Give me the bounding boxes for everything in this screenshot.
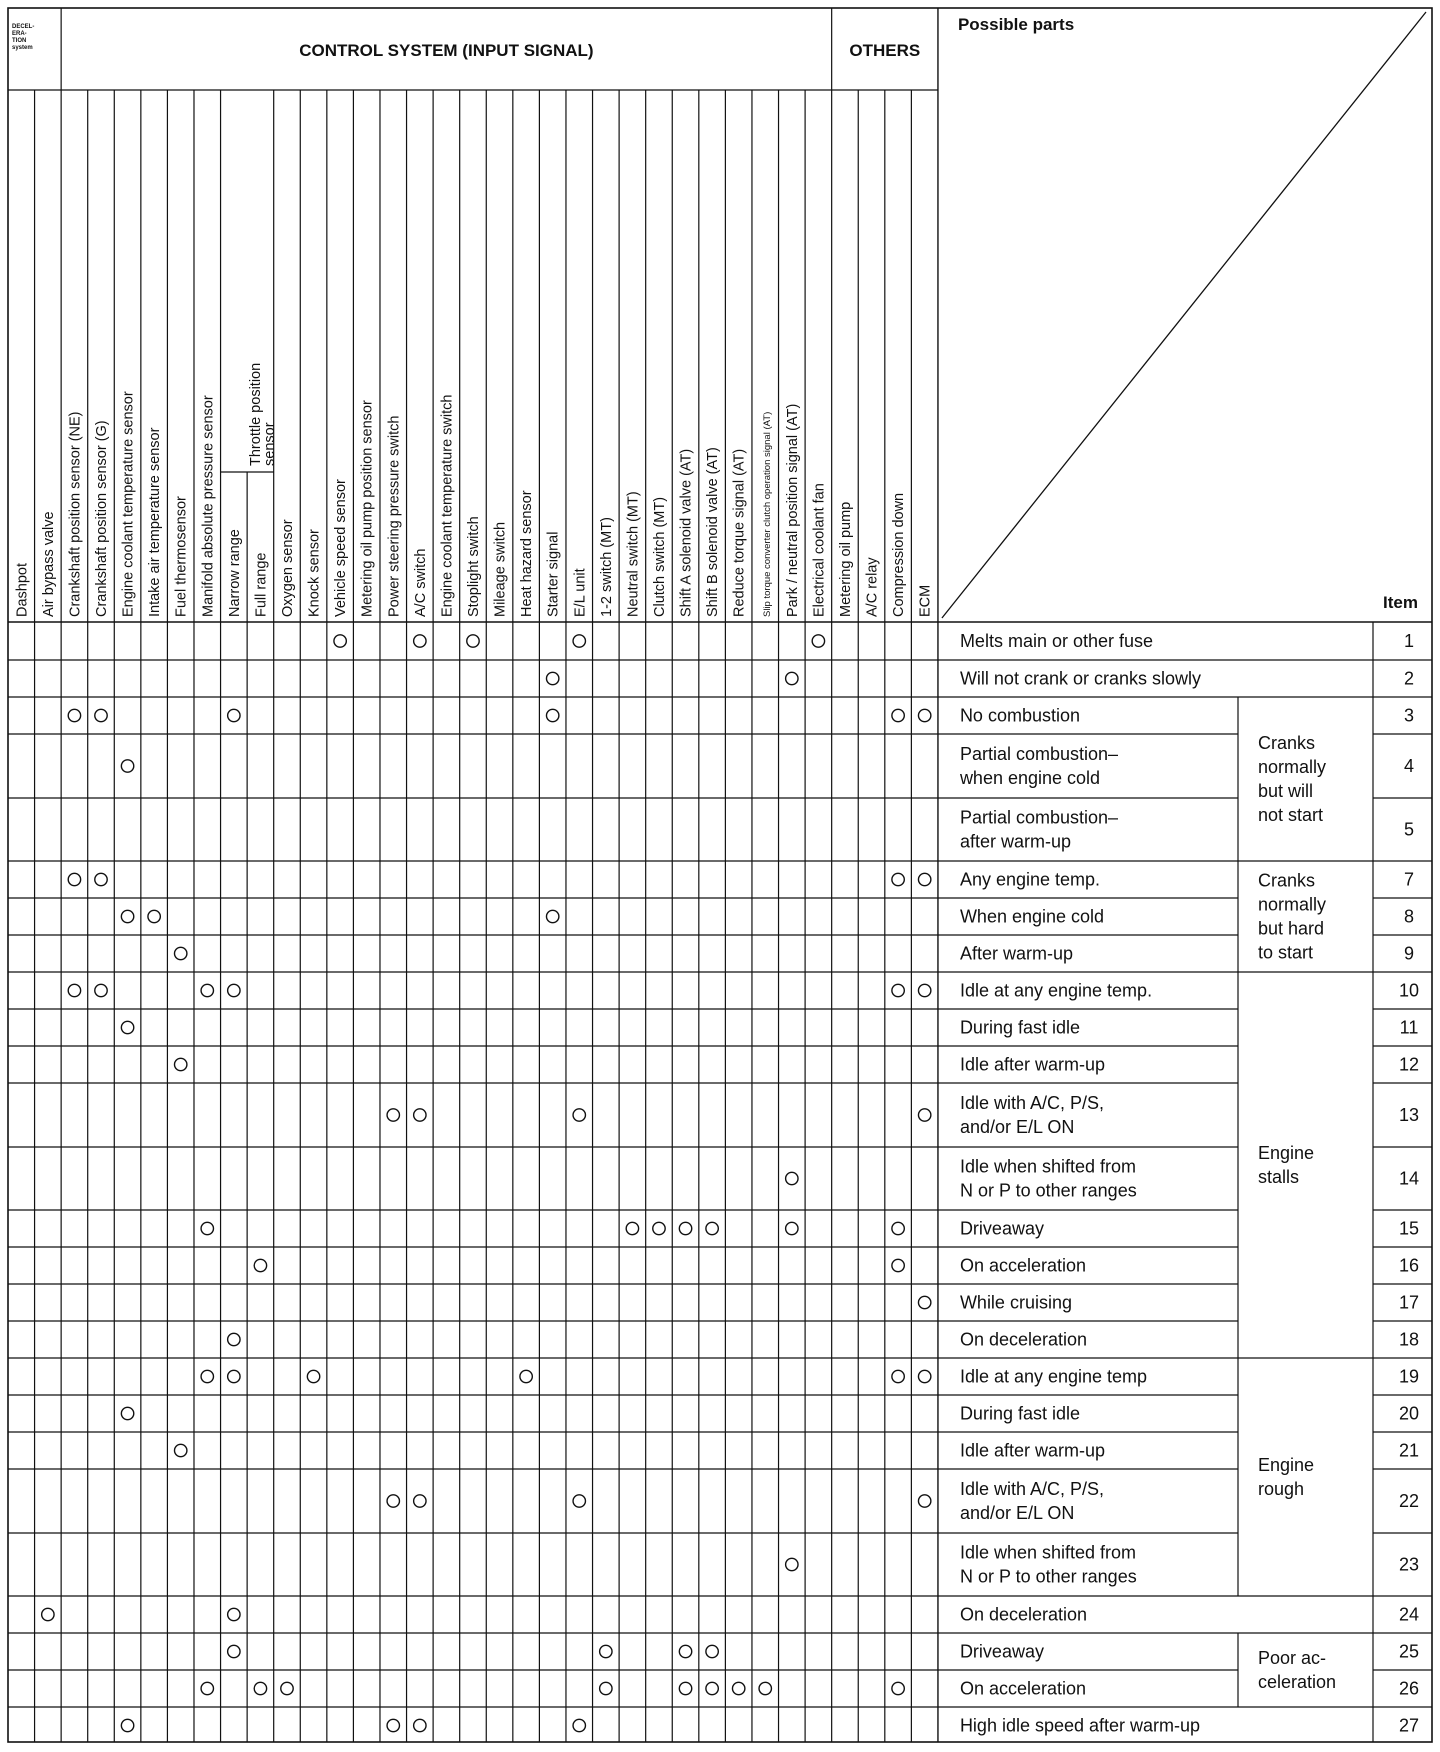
symptom-group-label: Engine xyxy=(1258,1455,1315,1475)
symptom-label: On acceleration xyxy=(959,1255,1087,1276)
column-header: Intake air temperature sensor xyxy=(147,427,164,617)
column-header: Metering oil pump position sensor xyxy=(359,400,376,617)
check-circle-mark xyxy=(387,1495,399,1507)
column-header: ECM xyxy=(917,584,934,617)
check-circle-mark xyxy=(121,760,133,772)
column-header: Shift A solenoid valve (AT) xyxy=(678,448,695,617)
check-circle-mark xyxy=(918,1296,930,1308)
symptom-label: When engine cold xyxy=(959,906,1105,927)
check-circle-mark xyxy=(679,1682,691,1694)
column-header: Narrow range xyxy=(226,529,243,617)
item-number: 22 xyxy=(1398,1491,1420,1511)
item-number: 9 xyxy=(1403,943,1415,964)
item-number: 16 xyxy=(1398,1255,1420,1276)
symptom-label: No combustion xyxy=(959,705,1081,726)
deceleration-system-label: ERA- xyxy=(12,31,27,37)
symptom-label: Idle at any engine temp xyxy=(959,1366,1148,1387)
column-header: Dashpot xyxy=(14,562,31,617)
throttle-position-label: sensor xyxy=(262,422,279,466)
symptom-group-label: stalls xyxy=(1258,1167,1300,1187)
item-number: 19 xyxy=(1398,1366,1420,1387)
check-circle-mark xyxy=(228,1370,240,1382)
column-header: Crankshaft position sensor (G) xyxy=(93,420,110,617)
check-circle-mark xyxy=(121,1719,133,1731)
symptom-group-label: to start xyxy=(1258,942,1314,963)
check-circle-mark xyxy=(414,635,426,647)
check-circle-mark xyxy=(414,1109,426,1121)
check-circle-mark xyxy=(121,1407,133,1419)
symptom-label: After warm-up xyxy=(959,943,1073,964)
item-heading: Item xyxy=(1383,593,1418,612)
symptom-label: Partial combustion– xyxy=(959,744,1119,764)
item-number: 15 xyxy=(1398,1218,1420,1239)
item-number: 1 xyxy=(1403,631,1415,651)
column-header: E/L unit xyxy=(572,568,589,617)
column-header: Slip torque converter clutch operation signal (AT) xyxy=(762,411,774,617)
check-circle-mark xyxy=(892,709,904,721)
check-circle-mark xyxy=(786,1172,798,1184)
symptom-label: and/or E/L ON xyxy=(959,1503,1075,1523)
check-circle-mark xyxy=(387,1719,399,1731)
column-header: Power steering pressure switch xyxy=(386,415,403,617)
item-number: 14 xyxy=(1398,1168,1420,1189)
check-circle-mark xyxy=(892,873,904,885)
column-header: Shift B solenoid valve (AT) xyxy=(705,447,722,617)
check-circle-mark xyxy=(414,1495,426,1507)
check-circle-mark xyxy=(573,1719,585,1731)
column-header: Knock sensor xyxy=(306,529,323,617)
column-header: Stoplight switch xyxy=(465,516,482,617)
symptom-label: after warm-up xyxy=(959,831,1071,852)
symptom-group-label: Engine xyxy=(1258,1143,1315,1163)
item-number: 5 xyxy=(1403,819,1415,840)
check-circle-mark xyxy=(546,709,558,721)
check-circle-mark xyxy=(732,1682,744,1694)
check-circle-mark xyxy=(892,984,904,996)
check-circle-mark xyxy=(706,1222,718,1234)
item-number: 23 xyxy=(1398,1554,1420,1575)
check-circle-mark xyxy=(68,984,80,996)
symptom-label: Partial combustion– xyxy=(959,807,1119,828)
symptom-label: Idle after warm-up xyxy=(959,1054,1106,1075)
control-system-heading: CONTROL SYSTEM (INPUT SIGNAL) xyxy=(299,41,594,60)
column-header: Electrical coolant fan xyxy=(811,483,828,617)
check-circle-mark xyxy=(626,1222,638,1234)
symptom-label: During fast idle xyxy=(959,1403,1081,1424)
symptom-label: On acceleration xyxy=(959,1678,1087,1699)
deceleration-system-label: TION xyxy=(12,38,27,44)
others-heading: OTHERS xyxy=(849,41,921,60)
symptom-label: While cruising xyxy=(959,1292,1072,1313)
check-circle-mark xyxy=(892,1259,904,1271)
check-circle-mark xyxy=(918,984,930,996)
column-header: Engine coolant temperature switch xyxy=(439,394,456,617)
item-number: 25 xyxy=(1398,1641,1420,1662)
check-circle-mark xyxy=(918,1495,930,1507)
symptom-label: Any engine temp. xyxy=(959,869,1101,890)
symptom-group-label: rough xyxy=(1258,1479,1305,1499)
check-circle-mark xyxy=(228,709,240,721)
column-header: Reduce torque signal (AT) xyxy=(731,448,748,617)
check-circle-mark xyxy=(520,1370,532,1382)
symptom-label: Idle when shifted from xyxy=(959,1156,1137,1177)
item-number: 18 xyxy=(1398,1329,1420,1350)
check-circle-mark xyxy=(546,672,558,684)
check-circle-mark xyxy=(68,873,80,885)
check-circle-mark xyxy=(68,709,80,721)
check-circle-mark xyxy=(307,1370,319,1382)
column-header: Vehicle speed sensor xyxy=(333,479,350,617)
item-number: 11 xyxy=(1399,1017,1419,1038)
check-circle-mark xyxy=(95,984,107,996)
column-header: Metering oil pump xyxy=(837,501,854,617)
throttle-position-label: Throttle position xyxy=(248,362,265,466)
column-header: Clutch switch (MT) xyxy=(651,496,668,617)
item-number: 12 xyxy=(1398,1054,1420,1075)
symptom-label: Idle at any engine temp. xyxy=(959,980,1153,1001)
item-number: 27 xyxy=(1398,1715,1420,1736)
symptom-label: Melts main or other fuse xyxy=(959,631,1154,651)
symptom-label: Idle when shifted from xyxy=(959,1542,1137,1563)
check-circle-mark xyxy=(918,1370,930,1382)
column-header: Air bypass valve xyxy=(40,511,57,617)
symptom-label: N or P to other ranges xyxy=(959,1180,1137,1201)
check-circle-mark xyxy=(201,984,213,996)
column-header: Park / neutral position signal (AT) xyxy=(784,403,801,617)
check-circle-mark xyxy=(228,1608,240,1620)
item-number: 7 xyxy=(1403,869,1415,890)
check-circle-mark xyxy=(387,1109,399,1121)
check-circle-mark xyxy=(201,1682,213,1694)
check-circle-mark xyxy=(918,873,930,885)
item-number: 26 xyxy=(1398,1678,1420,1699)
check-circle-mark xyxy=(918,709,930,721)
symptom-group-label: but will xyxy=(1258,781,1314,801)
symptom-group-label: but hard xyxy=(1258,918,1325,939)
check-circle-mark xyxy=(786,672,798,684)
symptom-label: On deceleration xyxy=(959,1604,1088,1625)
check-circle-mark xyxy=(786,1222,798,1234)
symptom-label: Will not crank or cranks slowly xyxy=(959,668,1202,689)
check-circle-mark xyxy=(414,1719,426,1731)
check-circle-mark xyxy=(706,1645,718,1657)
symptom-group-label: not start xyxy=(1258,805,1324,825)
check-circle-mark xyxy=(467,635,479,647)
possible-parts-heading: Possible parts xyxy=(957,15,1075,34)
symptom-group-label: Poor ac- xyxy=(1258,1648,1327,1668)
check-circle-mark xyxy=(121,910,133,922)
column-header: Neutral switch (MT) xyxy=(625,491,642,617)
check-circle-mark xyxy=(600,1645,612,1657)
check-circle-mark xyxy=(228,1333,240,1345)
column-header: Engine coolant temperature sensor xyxy=(120,391,137,617)
symptom-label: During fast idle xyxy=(959,1017,1081,1038)
check-circle-mark xyxy=(228,984,240,996)
item-number: 8 xyxy=(1403,906,1415,927)
check-circle-mark xyxy=(679,1222,691,1234)
symptom-label: High idle speed after warm-up xyxy=(959,1715,1201,1736)
check-circle-mark xyxy=(254,1682,266,1694)
check-circle-mark xyxy=(892,1222,904,1234)
check-circle-mark xyxy=(546,910,558,922)
check-circle-mark xyxy=(573,1495,585,1507)
column-header: Crankshaft position sensor (NE) xyxy=(67,411,84,617)
item-number: 21 xyxy=(1398,1440,1420,1461)
check-circle-mark xyxy=(706,1682,718,1694)
check-circle-mark xyxy=(121,1021,133,1033)
symptom-group-label: Cranks xyxy=(1258,733,1316,753)
deceleration-system-label: DECEL- xyxy=(12,24,35,30)
check-circle-mark xyxy=(892,1682,904,1694)
symptom-label: N or P to other ranges xyxy=(959,1566,1137,1587)
symptom-group-label: normally xyxy=(1258,894,1327,915)
item-number: 24 xyxy=(1398,1604,1420,1625)
check-circle-mark xyxy=(95,709,107,721)
column-header: Manifold absolute pressure sensor xyxy=(200,395,217,617)
item-number: 3 xyxy=(1403,705,1415,726)
column-header: Starter signal xyxy=(545,531,562,617)
item-number: 4 xyxy=(1403,756,1415,776)
check-circle-mark xyxy=(600,1682,612,1694)
check-circle-mark xyxy=(201,1222,213,1234)
item-number: 2 xyxy=(1403,668,1415,689)
check-circle-mark xyxy=(254,1259,266,1271)
symptom-group-label: Cranks xyxy=(1258,870,1316,891)
check-circle-mark xyxy=(653,1222,665,1234)
item-number: 20 xyxy=(1398,1403,1420,1424)
check-circle-mark xyxy=(148,910,160,922)
check-circle-mark xyxy=(573,1109,585,1121)
symptom-label: Driveaway xyxy=(959,1641,1044,1662)
check-circle-mark xyxy=(786,1558,798,1570)
check-circle-mark xyxy=(175,1444,187,1456)
column-header: Fuel thermosensor xyxy=(173,496,190,617)
column-header: Oxygen sensor xyxy=(279,519,296,617)
symptom-label: On deceleration xyxy=(959,1329,1088,1350)
check-circle-mark xyxy=(175,1058,187,1070)
deceleration-system-label: system xyxy=(12,45,33,51)
column-header: A/C relay xyxy=(864,557,881,617)
check-circle-mark xyxy=(334,635,346,647)
diagonal-line xyxy=(942,12,1426,618)
check-circle-mark xyxy=(42,1608,54,1620)
item-number: 17 xyxy=(1398,1292,1420,1313)
check-circle-mark xyxy=(918,1109,930,1121)
symptom-label: Driveaway xyxy=(959,1218,1044,1239)
item-number: 13 xyxy=(1398,1105,1420,1125)
check-circle-mark xyxy=(95,873,107,885)
table-border xyxy=(8,8,1432,1742)
symptom-label: Idle with A/C, P/S, xyxy=(959,1093,1105,1113)
check-circle-mark xyxy=(812,635,824,647)
column-header: Heat hazard sensor xyxy=(519,490,536,617)
symptom-label: and/or E/L ON xyxy=(959,1117,1075,1137)
check-circle-mark xyxy=(679,1645,691,1657)
check-circle-mark xyxy=(573,635,585,647)
column-header: A/C switch xyxy=(412,548,429,617)
check-circle-mark xyxy=(281,1682,293,1694)
column-header: Full range xyxy=(253,552,270,617)
column-header: 1-2 switch (MT) xyxy=(598,517,615,617)
symptom-group-label: celeration xyxy=(1258,1672,1337,1692)
check-circle-mark xyxy=(892,1370,904,1382)
symptom-group-label: normally xyxy=(1258,757,1327,777)
column-header: Compression down xyxy=(891,492,908,617)
column-header: Mileage switch xyxy=(492,521,509,617)
item-number: 10 xyxy=(1398,980,1420,1001)
check-circle-mark xyxy=(201,1370,213,1382)
symptom-label: when engine cold xyxy=(959,768,1101,788)
check-circle-mark xyxy=(175,947,187,959)
check-circle-mark xyxy=(759,1682,771,1694)
symptom-label: Idle with A/C, P/S, xyxy=(959,1479,1105,1499)
symptom-label: Idle after warm-up xyxy=(959,1440,1106,1461)
check-circle-mark xyxy=(228,1645,240,1657)
